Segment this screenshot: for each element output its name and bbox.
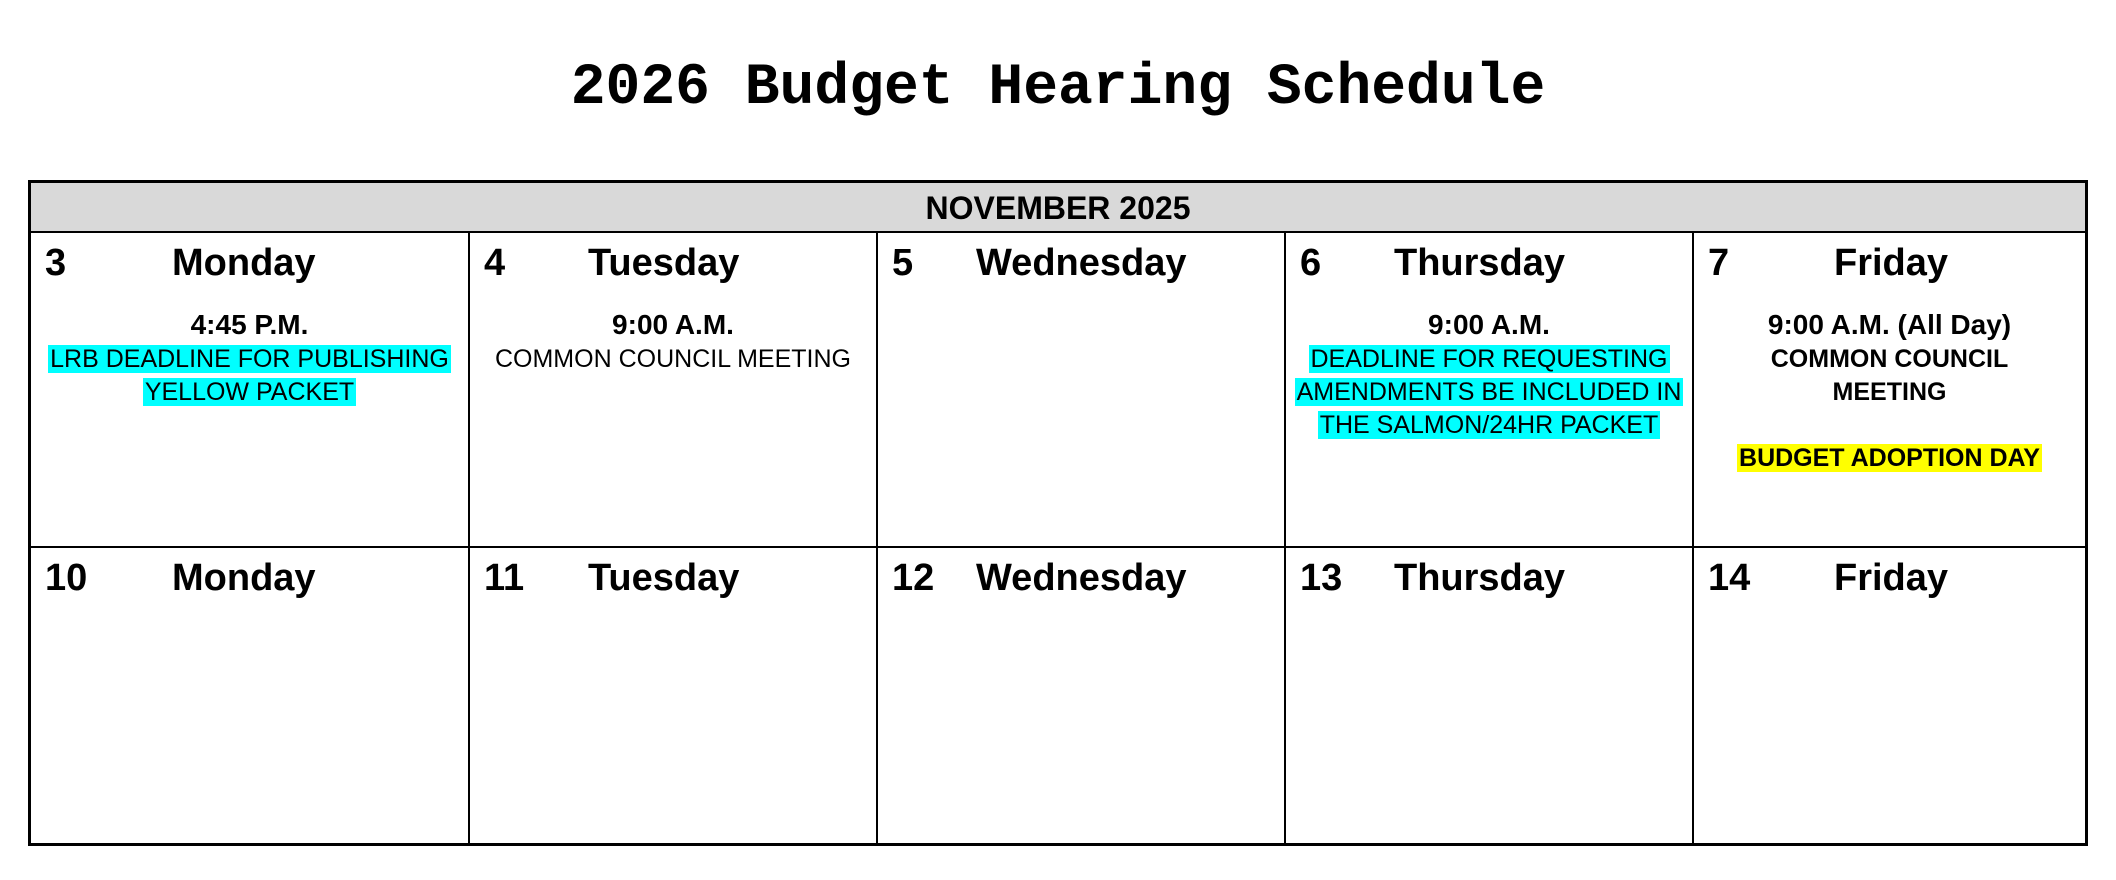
day-cell-mon-3 — [31, 233, 468, 546]
month-header: NOVEMBER 2025 — [31, 183, 2085, 233]
calendar-grid — [28, 180, 2088, 846]
day-name: Thursday — [1394, 557, 1566, 599]
day-cell-thu-13 — [1286, 548, 1692, 843]
event-description: DEADLINE FOR REQUESTING — [1310, 345, 1668, 373]
day-number: 12 — [892, 557, 935, 599]
event-time: 9:00 A.M. — [1428, 309, 1550, 340]
day-cell-mon-10 — [31, 548, 468, 843]
event-description: YELLOW PACKET — [144, 378, 355, 406]
day-cell-thu-6 — [1286, 233, 1692, 546]
event-description: THE SALMON/24HR PACKET — [1319, 411, 1659, 439]
day-cell-tue-4 — [470, 233, 876, 546]
event — [470, 307, 876, 376]
page-title: 2026 Budget Hearing Schedule — [570, 56, 1546, 121]
event-time: 9:00 A.M. — [612, 309, 734, 340]
event-description: AMENDMENTS BE INCLUDED IN — [1296, 378, 1682, 406]
event-description: COMMON COUNCIL MEETING — [494, 345, 852, 373]
event — [31, 307, 468, 409]
day-number: 6 — [1300, 242, 1322, 284]
day-name: Monday — [172, 557, 316, 599]
day-name: Thursday — [1394, 242, 1566, 284]
day-name: Monday — [172, 242, 316, 284]
day-name: Friday — [1834, 242, 1949, 284]
event — [1286, 307, 1692, 442]
day-cell-wed-12 — [878, 548, 1284, 843]
day-number: 11 — [484, 557, 525, 599]
day-number: 10 — [45, 557, 88, 599]
event-description: MEETING — [1832, 378, 1947, 406]
day-name: Wednesday — [976, 242, 1187, 284]
day-name: Tuesday — [588, 557, 740, 599]
day-name: Wednesday — [976, 557, 1187, 599]
day-name: Tuesday — [588, 242, 740, 284]
day-number: 3 — [45, 242, 67, 284]
day-number: 5 — [892, 242, 914, 284]
day-cell-fri-7 — [1694, 233, 2085, 546]
event-description: LRB DEADLINE FOR PUBLISHING — [50, 345, 449, 373]
day-number: 13 — [1300, 557, 1343, 599]
day-number: 14 — [1708, 557, 1751, 599]
budget-adoption-badge: BUDGET ADOPTION DAY — [1739, 444, 2040, 472]
day-number: 4 — [484, 242, 506, 284]
day-cell-wed-5 — [878, 233, 1284, 546]
day-name: Friday — [1834, 557, 1949, 599]
day-cell-fri-14 — [1694, 548, 2085, 843]
day-cell-tue-11 — [470, 548, 876, 843]
event — [1694, 307, 2085, 475]
event-time: 4:45 P.M. — [190, 309, 309, 340]
day-number: 7 — [1708, 242, 1730, 284]
event-description: COMMON COUNCIL — [1770, 345, 2009, 373]
event-time: 9:00 A.M. (All Day) — [1767, 309, 2012, 340]
